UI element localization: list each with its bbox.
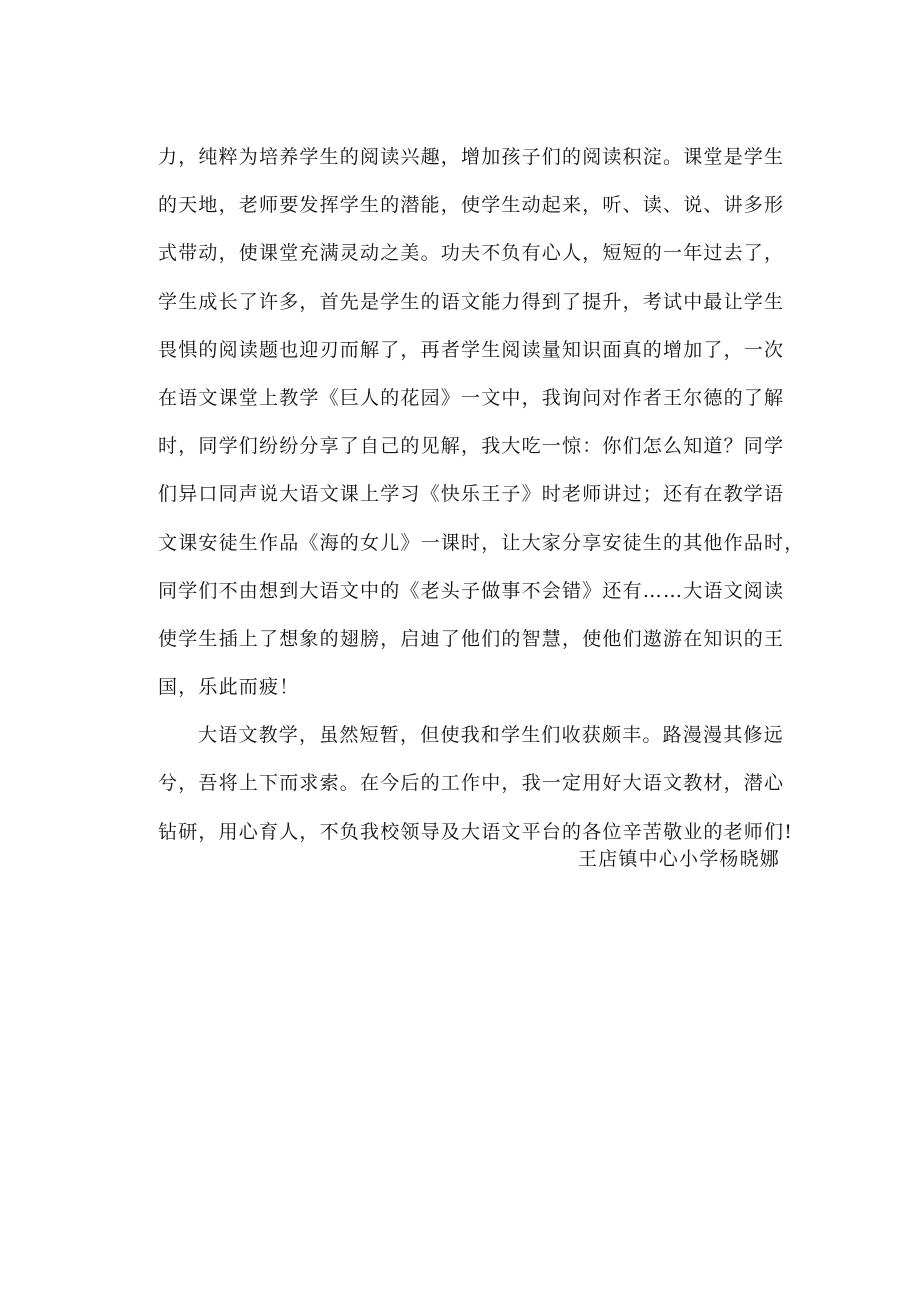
paragraph-2-line-1: 大语文教学，虽然短暂，但使我和学生们收获颇丰。路漫漫其修远: [198, 724, 784, 747]
paragraph-1-line-8: 们异口同声说大语文课上学习《快乐王子》时老师讲过；还有在教学语: [158, 483, 785, 506]
paragraph-1-line-7: 时，同学们纷纷分享了自己的见解，我大吃一惊：你们怎么知道？同学: [158, 435, 785, 458]
paragraph-2-line-3: 钻研，用心育人，不负我校领导及大语文平台的各位辛苦敬业的老师们!: [158, 820, 794, 843]
paragraph-1-line-5: 畏惧的阅读题也迎刃而解了，再者学生阅读量知识面真的增加了，一次: [158, 338, 785, 361]
paragraph-1-line-10: 同学们不由想到大语文中的《老头子做事不会错》还有……大语文阅读: [158, 579, 785, 602]
author-signature: 王店镇中心小学杨晓娜: [578, 848, 781, 870]
paragraph-1-line-4: 学生成长了许多，首先是学生的语文能力得到了提升，考试中最让学生: [158, 290, 785, 313]
paragraph-1-line-1: 力，纯粹为培养学生的阅读兴趣，增加孩子们的阅读积淀。课堂是学生: [158, 146, 785, 168]
paragraph-1-line-6: 在语文课堂上教学《巨人的花园》一文中，我询问对作者王尔德的了解: [158, 386, 785, 409]
document-body: [158, 133, 805, 856]
paragraph-2-line-2: 兮，吾将上下而求索。在今后的工作中，我一定用好大语文教材，潜心: [158, 772, 785, 795]
paragraph-1-line-3: 式带动，使课堂充满灵动之美。功夫不负有心人，短短的一年过去了，: [158, 242, 785, 265]
paragraph-1-line-12: 国，乐此而疲！: [158, 676, 300, 699]
paragraph-1-line-2: 的天地，老师要发挥学生的潜能，使学生动起来，听、读、说、讲多形: [158, 194, 785, 217]
paragraph-1-line-11: 使学生插上了想象的翅膀，启迪了他们的智慧，使他们遨游在知识的王: [158, 627, 785, 650]
paragraph-1-line-9: 文课安徒生作品《海的女儿》一课时，让大家分享安徒生的其他作品时，: [158, 531, 805, 554]
